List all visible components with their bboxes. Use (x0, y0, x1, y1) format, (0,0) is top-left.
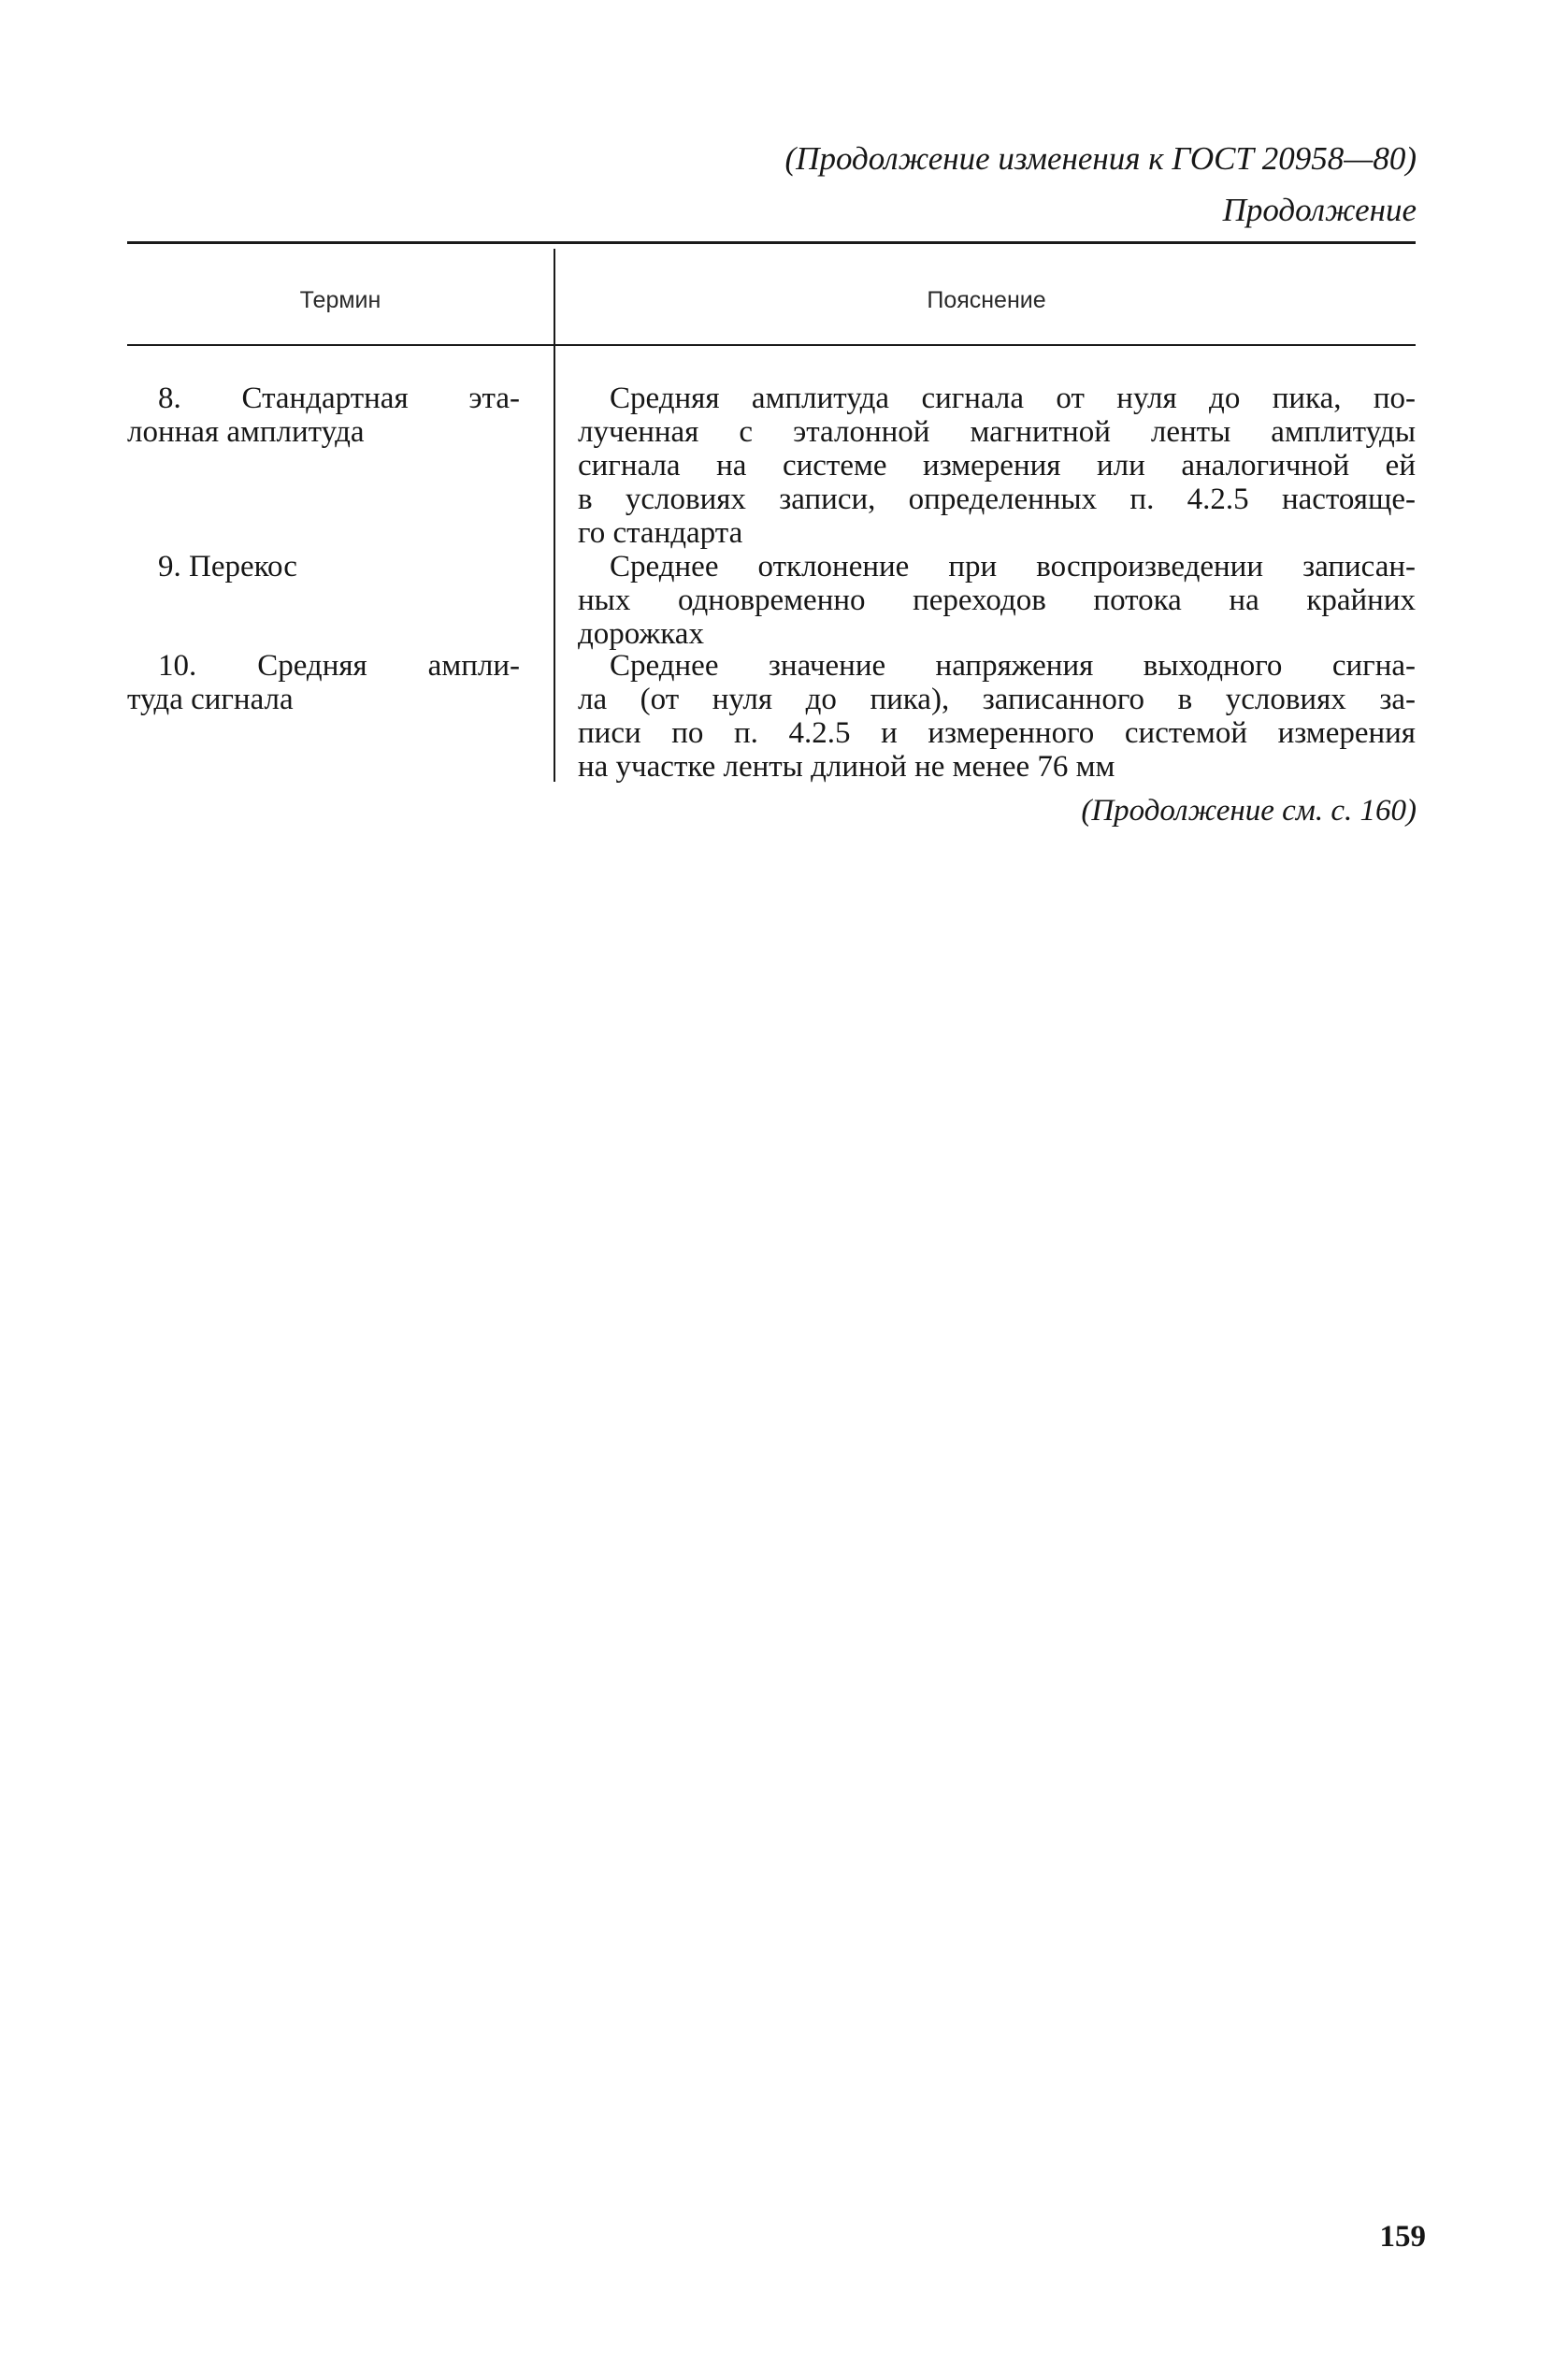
term-line: 8. Стандартная эта- (158, 382, 520, 415)
explanation-cell (578, 382, 1416, 550)
page-number: 159 (1379, 2220, 1426, 2254)
document-reference: (Продолжение изменения к ГОСТ 20958—80) (784, 140, 1417, 177)
term-cell (127, 649, 520, 716)
explanation-line: на участке ленты длиной не менее 76 мм (578, 750, 1115, 784)
term-cell (127, 382, 520, 449)
explanation-line: сигнала на системе измерения или аналогичной ей (578, 449, 1416, 483)
term-cell (127, 550, 520, 584)
explanation-line: ных одновременно переходов потока на крайних (578, 584, 1416, 617)
column-header-term: Термин (299, 287, 381, 313)
explanation-line: в условиях записи, определенных п. 4.2.5 настояще- (578, 483, 1416, 516)
term-line: 9. Перекос (158, 550, 297, 584)
term-line: 10. Средняя ампли- (158, 649, 520, 683)
table-column-divider (554, 249, 555, 782)
explanation-line: Среднее отклонение при воспроизведении записан- (610, 550, 1416, 584)
explanation-cell (578, 649, 1416, 784)
explanation-line: лученная с эталонной магнитной ленты амплитуды (578, 415, 1416, 449)
explanation-line: писи по п. 4.2.5 и измеренного системой измерения (578, 716, 1416, 750)
explanation-line: дорожках (578, 617, 704, 651)
term-line: лонная амплитуда (127, 415, 365, 449)
explanation-line: Среднее значение напряжения выходного сигна- (610, 649, 1416, 683)
explanation-line: ла (от нуля до пика), записанного в условиях за- (578, 683, 1416, 716)
continuation-note: (Продолжение см. с. 160) (1081, 794, 1417, 828)
table-top-rule (127, 241, 1416, 244)
table-header-rule (127, 344, 1416, 346)
column-header-explanation: Пояснение (927, 287, 1046, 313)
explanation-line: Средняя амплитуда сигнала от нуля до пика, по- (610, 382, 1416, 415)
explanation-line: го стандарта (578, 516, 743, 550)
continuation-label: Продолжение (1222, 192, 1417, 228)
explanation-cell (578, 550, 1416, 651)
term-line: туда сигнала (127, 683, 294, 716)
